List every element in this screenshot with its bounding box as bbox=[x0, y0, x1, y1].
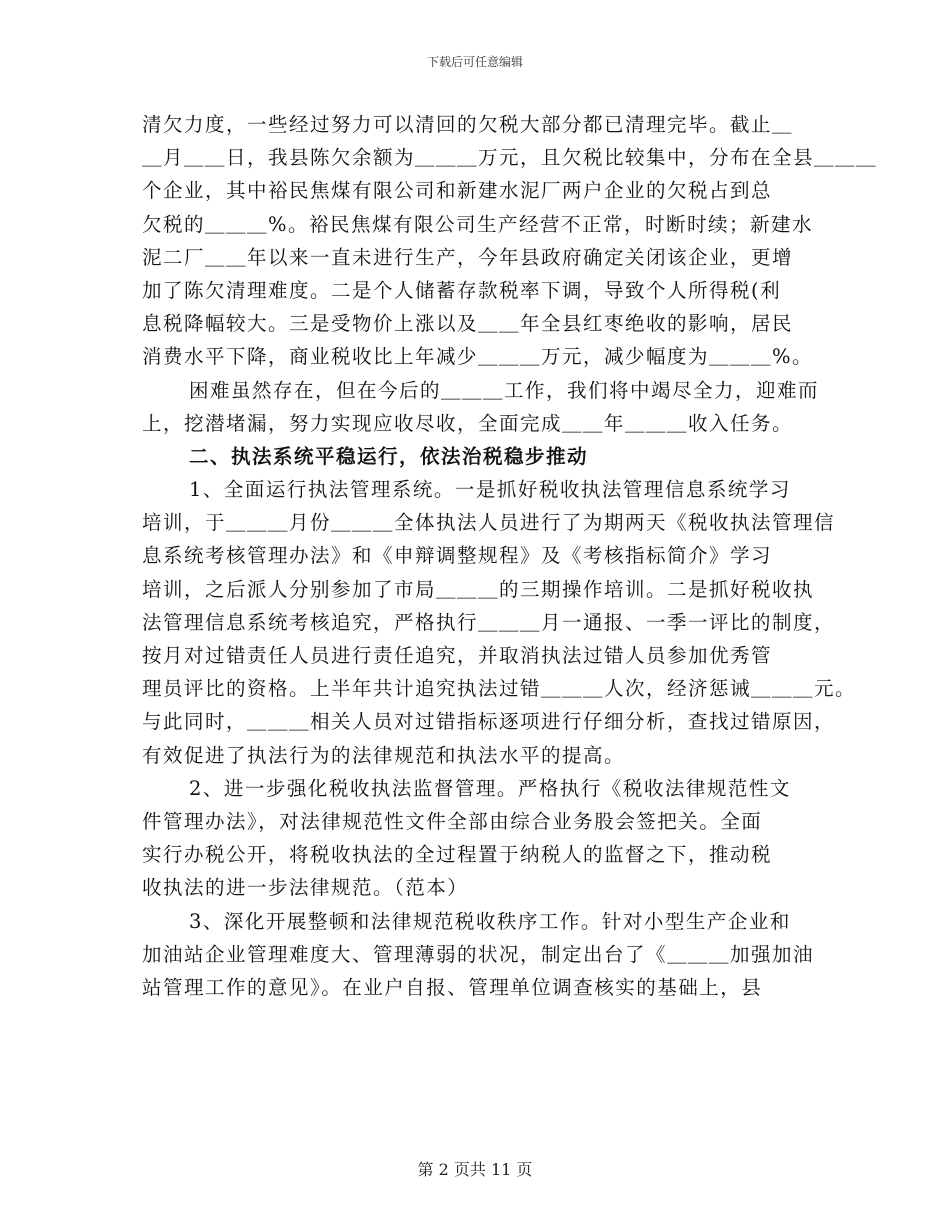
body-line: 按月对过错责任人员进行责任追究，并取消执法过错人员参加优秀管 bbox=[142, 644, 773, 667]
body-line: 清欠力度，一些经过努力可以清回的欠税大部分都已清理完毕。截止＿ bbox=[142, 113, 794, 136]
paragraph-start-line: 2、进一步强化税收执法监督管理。严格执行《税收法律规范性文 bbox=[189, 776, 791, 800]
body-line: 有效促进了执法行为的法律规范和执法水平的提高。 bbox=[142, 743, 626, 767]
body-line: 培训，之后派人分别参加了市局＿＿＿的三期操作培训。二是抓好税收执 bbox=[142, 577, 815, 601]
body-line: 收执法的进一步法律规范。（范本） bbox=[142, 876, 469, 900]
body-line: 理员评比的资格。上半年共计追究执法过错＿＿＿人次，经济惩诫＿＿＿元。 bbox=[142, 677, 857, 701]
body-line: 实行办税公开，将税收执法的全过程置于纳税人的监督之下，推动税 bbox=[142, 843, 773, 867]
body-line: 上，挖潜堵漏，努力实现应收尽收，全面完成＿＿年＿＿＿收入任务。 bbox=[142, 411, 794, 435]
body-line: 培训，于＿＿＿月份＿＿＿全体执法人员进行了为期两天《税收执法管理信 bbox=[142, 511, 836, 535]
body-line: 与此同时，＿＿＿相关人员对过错指标逐项进行仔细分析，查找过错原因， bbox=[142, 710, 836, 734]
body-line: 加油站企业管理难度大、管理薄弱的状况，制定出台了《＿＿＿加强加油 bbox=[142, 942, 815, 966]
body-line: ＿月＿＿日，我县陈欠余额为＿＿＿万元，且欠税比较集中，分布在全县＿＿＿ bbox=[142, 146, 878, 170]
body-line: 息税降幅较大。三是受物价上涨以及＿＿年全县红枣绝收的影响，居民 bbox=[142, 312, 794, 336]
body-line: 欠税的＿＿＿%。裕民焦煤有限公司生产经营不正常，时断时续；新建水 bbox=[142, 212, 814, 236]
body-line: 消费水平下降，商业税收比上年减少＿＿＿万元，减少幅度为＿＿＿%。 bbox=[142, 345, 814, 369]
section-heading: 二、执法系统平稳运行，依法治税稳步推动 bbox=[189, 444, 589, 468]
body-line: 泥二厂＿＿年以来一直未进行生产，今年县政府确定关闭该企业，更增 bbox=[142, 245, 794, 269]
page-header: 下载后可任意编辑 bbox=[426, 55, 523, 69]
page-number: 第 2 页共 11 页 bbox=[417, 1160, 533, 1179]
document-body bbox=[142, 108, 878, 1004]
body-line: 息系统考核管理办法》和《申辩调整规程》及《考核指标简介》学习 bbox=[142, 544, 773, 568]
paragraph-start-line: 3、深化开展整顿和法律规范税收秩序工作。针对小型生产企业和 bbox=[189, 909, 791, 933]
body-line: 个企业，其中裕民焦煤有限公司和新建水泥厂两户企业的欠税占到总 bbox=[142, 179, 773, 203]
body-line: 加了陈欠清理难度。二是个人储蓄存款税率下调，导致个人所得税(利 bbox=[142, 278, 782, 302]
body-line: 法管理信息系统考核追究，严格执行＿＿＿月一通报、一季一评比的制度， bbox=[142, 610, 836, 634]
body-line: 件管理办法》，对法律规范性文件全部由综合业务股会签把关。全面 bbox=[142, 809, 763, 833]
body-line: 站管理工作的意见》。在业户自报、管理单位调查核实的基础上，县 bbox=[142, 975, 763, 999]
paragraph-start-line: 困难虽然存在，但在今后的＿＿＿工作，我们将中竭尽全力，迎难而 bbox=[189, 378, 820, 402]
paragraph-start-line: 1、全面运行执法管理系统。一是抓好税收执法管理信息系统学习 bbox=[189, 478, 791, 502]
